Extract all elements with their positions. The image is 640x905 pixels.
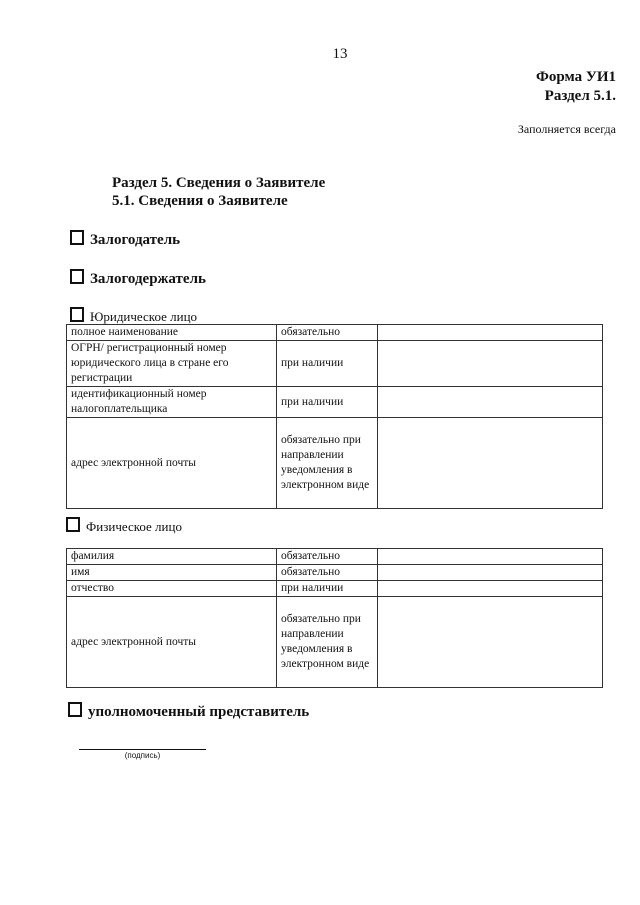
field-requirement: при наличии [277, 341, 378, 387]
form-label: Форма УИ1 [535, 69, 616, 85]
table-row [67, 325, 603, 341]
field-name: адрес электронной почты [67, 597, 277, 688]
field-name: имя [67, 565, 277, 581]
checkbox-icon[interactable] [68, 702, 82, 717]
field-name: адрес электронной почты [67, 418, 277, 509]
section-heading: Раздел 5. Сведения о Заявителе [112, 175, 326, 191]
signature-caption: (подпись) [124, 751, 161, 760]
option-label: Залогодатель [90, 232, 181, 248]
option-label: Юридическое лицо [90, 309, 198, 324]
field-requirement: при наличии [277, 387, 378, 418]
field-name: фамилия [67, 549, 277, 565]
table-row [67, 418, 603, 509]
signature-line[interactable] [79, 749, 206, 750]
option-pledgor[interactable] [70, 230, 180, 249]
field-value[interactable] [378, 565, 603, 581]
field-name: ОГРН/ регистрационный номер юридического лица в стране его регистрации [67, 341, 277, 387]
field-value[interactable] [378, 387, 603, 418]
option-pledgee[interactable] [70, 269, 206, 288]
table-row [67, 549, 603, 565]
field-requirement: обязательно [277, 549, 378, 565]
subsection-heading: 5.1. Сведения о Заявителе [112, 193, 288, 209]
table-row [67, 565, 603, 581]
checkbox-icon[interactable] [66, 517, 80, 532]
field-requirement: обязательно [277, 325, 378, 341]
legal-entity-table [66, 324, 603, 509]
field-value[interactable] [378, 341, 603, 387]
section-ref: Раздел 5.1. [544, 88, 616, 104]
field-name: отчество [67, 581, 277, 597]
checkbox-icon[interactable] [70, 269, 84, 284]
checkbox-icon[interactable] [70, 307, 84, 322]
field-name: полное наименование [67, 325, 277, 341]
field-requirement: обязательно [277, 565, 378, 581]
option-representative[interactable] [68, 702, 309, 721]
field-value[interactable] [378, 549, 603, 565]
option-legal-entity[interactable] [70, 307, 197, 325]
table-row [67, 387, 603, 418]
option-label: Залогодержатель [90, 271, 206, 287]
individual-table [66, 548, 603, 688]
field-value[interactable] [378, 597, 603, 688]
field-requirement: обязательно при направлении уведомления в электронном виде [277, 597, 378, 688]
field-requirement: при наличии [277, 581, 378, 597]
option-label: Физическое лицо [86, 519, 182, 534]
field-requirement: обязательно при направлении уведомления в электронном виде [277, 418, 378, 509]
page-number: 13 [332, 46, 348, 62]
field-value[interactable] [378, 325, 603, 341]
fill-note: Заполняется всегда [517, 122, 616, 136]
field-value[interactable] [378, 418, 603, 509]
checkbox-icon[interactable] [70, 230, 84, 245]
field-value[interactable] [378, 581, 603, 597]
field-name: идентификационный номер налогоплательщика [67, 387, 277, 418]
table-row [67, 581, 603, 597]
table-row [67, 597, 603, 688]
table-row [67, 341, 603, 387]
option-label: уполномоченный представитель [88, 704, 310, 720]
option-individual[interactable] [66, 517, 182, 535]
